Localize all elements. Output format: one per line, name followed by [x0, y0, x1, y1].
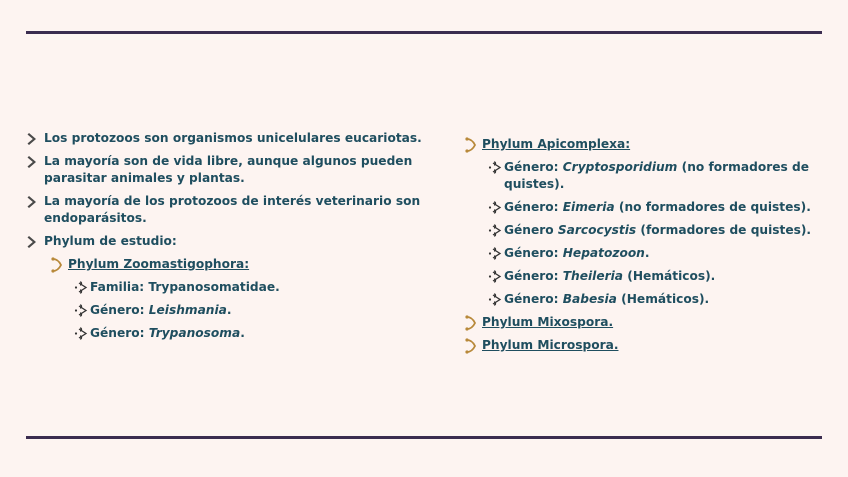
period: . — [226, 303, 232, 317]
phylum-microspora-link[interactable]: Phylum Microspora. — [482, 338, 619, 352]
familia-item — [74, 279, 426, 296]
genero-label: Género: — [90, 326, 145, 340]
chevron-right-icon — [26, 131, 40, 147]
flourish-arrow-icon — [74, 302, 90, 319]
genus-name: Theileria — [562, 269, 624, 283]
phylum-mixospora-item — [464, 314, 844, 331]
genus-note: (Hemáticos). — [627, 269, 716, 283]
phylum-apicomplexa-link[interactable]: Phylum Apicomplexa: — [482, 137, 631, 151]
flourish-arrow-icon — [74, 325, 90, 342]
bullet-vida-libre — [26, 153, 426, 187]
ornament-chevron-icon — [50, 256, 68, 274]
chevron-right-icon — [26, 154, 40, 170]
phylum-mixospora-link[interactable]: Phylum Mixospora. — [482, 315, 614, 329]
leishmania-name: Leishmania — [148, 303, 227, 317]
bullet-endoparasitos — [26, 193, 426, 227]
genero-label: Género — [504, 223, 554, 237]
genero-label: Género: — [504, 200, 559, 214]
ornament-chevron-icon — [464, 136, 482, 154]
genero-leishmania-item — [74, 302, 426, 319]
genero-sarcocystis-item — [488, 222, 844, 239]
familia-text: Familia: Trypanosomatidae. — [90, 280, 280, 294]
chevron-right-icon — [26, 234, 40, 250]
genus-note: (no formadores de quistes). — [618, 200, 811, 214]
flourish-arrow-icon — [488, 291, 504, 308]
genero-label: Género: — [504, 246, 559, 260]
flourish-arrow-icon — [488, 159, 504, 176]
bullet-text: Phylum de estudio: — [44, 234, 177, 248]
genus-note: (Hemáticos). — [621, 292, 710, 306]
flourish-arrow-icon — [488, 245, 504, 262]
genus-note: (no formadores de quistes). — [504, 160, 809, 191]
bullet-phylum-de-estudio — [26, 233, 426, 250]
bullet-text: Los protozoos son organismos unicelulares eucariotas. — [44, 131, 422, 145]
genero-label: Género: — [504, 292, 559, 306]
flourish-arrow-icon — [488, 222, 504, 239]
genus-note: (formadores de quistes). — [640, 223, 812, 237]
phylum-zoomastigophora-link[interactable]: Phylum Zoomastigophora: — [68, 257, 250, 271]
top-rule — [26, 31, 822, 34]
genero-hepatozoon-item — [488, 245, 844, 262]
genero-label: Género: — [504, 160, 559, 174]
genero-label: Género: — [90, 303, 145, 317]
flourish-arrow-icon — [488, 268, 504, 285]
genero-eimeria-item — [488, 199, 844, 216]
genus-name: Eimeria — [562, 200, 615, 214]
phylum-microspora-item — [464, 337, 844, 354]
bullet-text: La mayoría de los protozoos de interés veterinario son endoparásitos. — [44, 194, 421, 225]
genus-name: Babesia — [562, 292, 617, 306]
ornament-chevron-icon — [464, 314, 482, 332]
genero-cryptosporidium-item — [488, 159, 844, 193]
trypanosoma-name: Trypanosoma — [148, 326, 241, 340]
genus-name: Sarcocystis — [557, 223, 637, 237]
flourish-arrow-icon — [488, 199, 504, 216]
genero-babesia-item — [488, 291, 844, 308]
left-column — [26, 130, 426, 348]
genus-note: . — [644, 246, 650, 260]
bullet-text: La mayoría son de vida libre, aunque algunos pueden parasitar animales y plantas. — [44, 154, 413, 185]
genero-trypanosoma-item — [74, 325, 426, 342]
bullet-protozoos-unicelulares — [26, 130, 426, 147]
genus-name: Cryptosporidium — [562, 160, 678, 174]
phylum-apicomplexa-item — [464, 136, 844, 153]
genero-label: Género: — [504, 269, 559, 283]
ornament-chevron-icon — [464, 337, 482, 355]
chevron-right-icon — [26, 194, 40, 210]
bottom-rule — [26, 436, 822, 439]
genus-name: Hepatozoon — [562, 246, 645, 260]
period: . — [240, 326, 245, 340]
genero-theileria-item — [488, 268, 844, 285]
right-column — [464, 136, 844, 360]
phylum-zoomastigophora-item — [50, 256, 426, 273]
flourish-arrow-icon — [74, 279, 90, 296]
